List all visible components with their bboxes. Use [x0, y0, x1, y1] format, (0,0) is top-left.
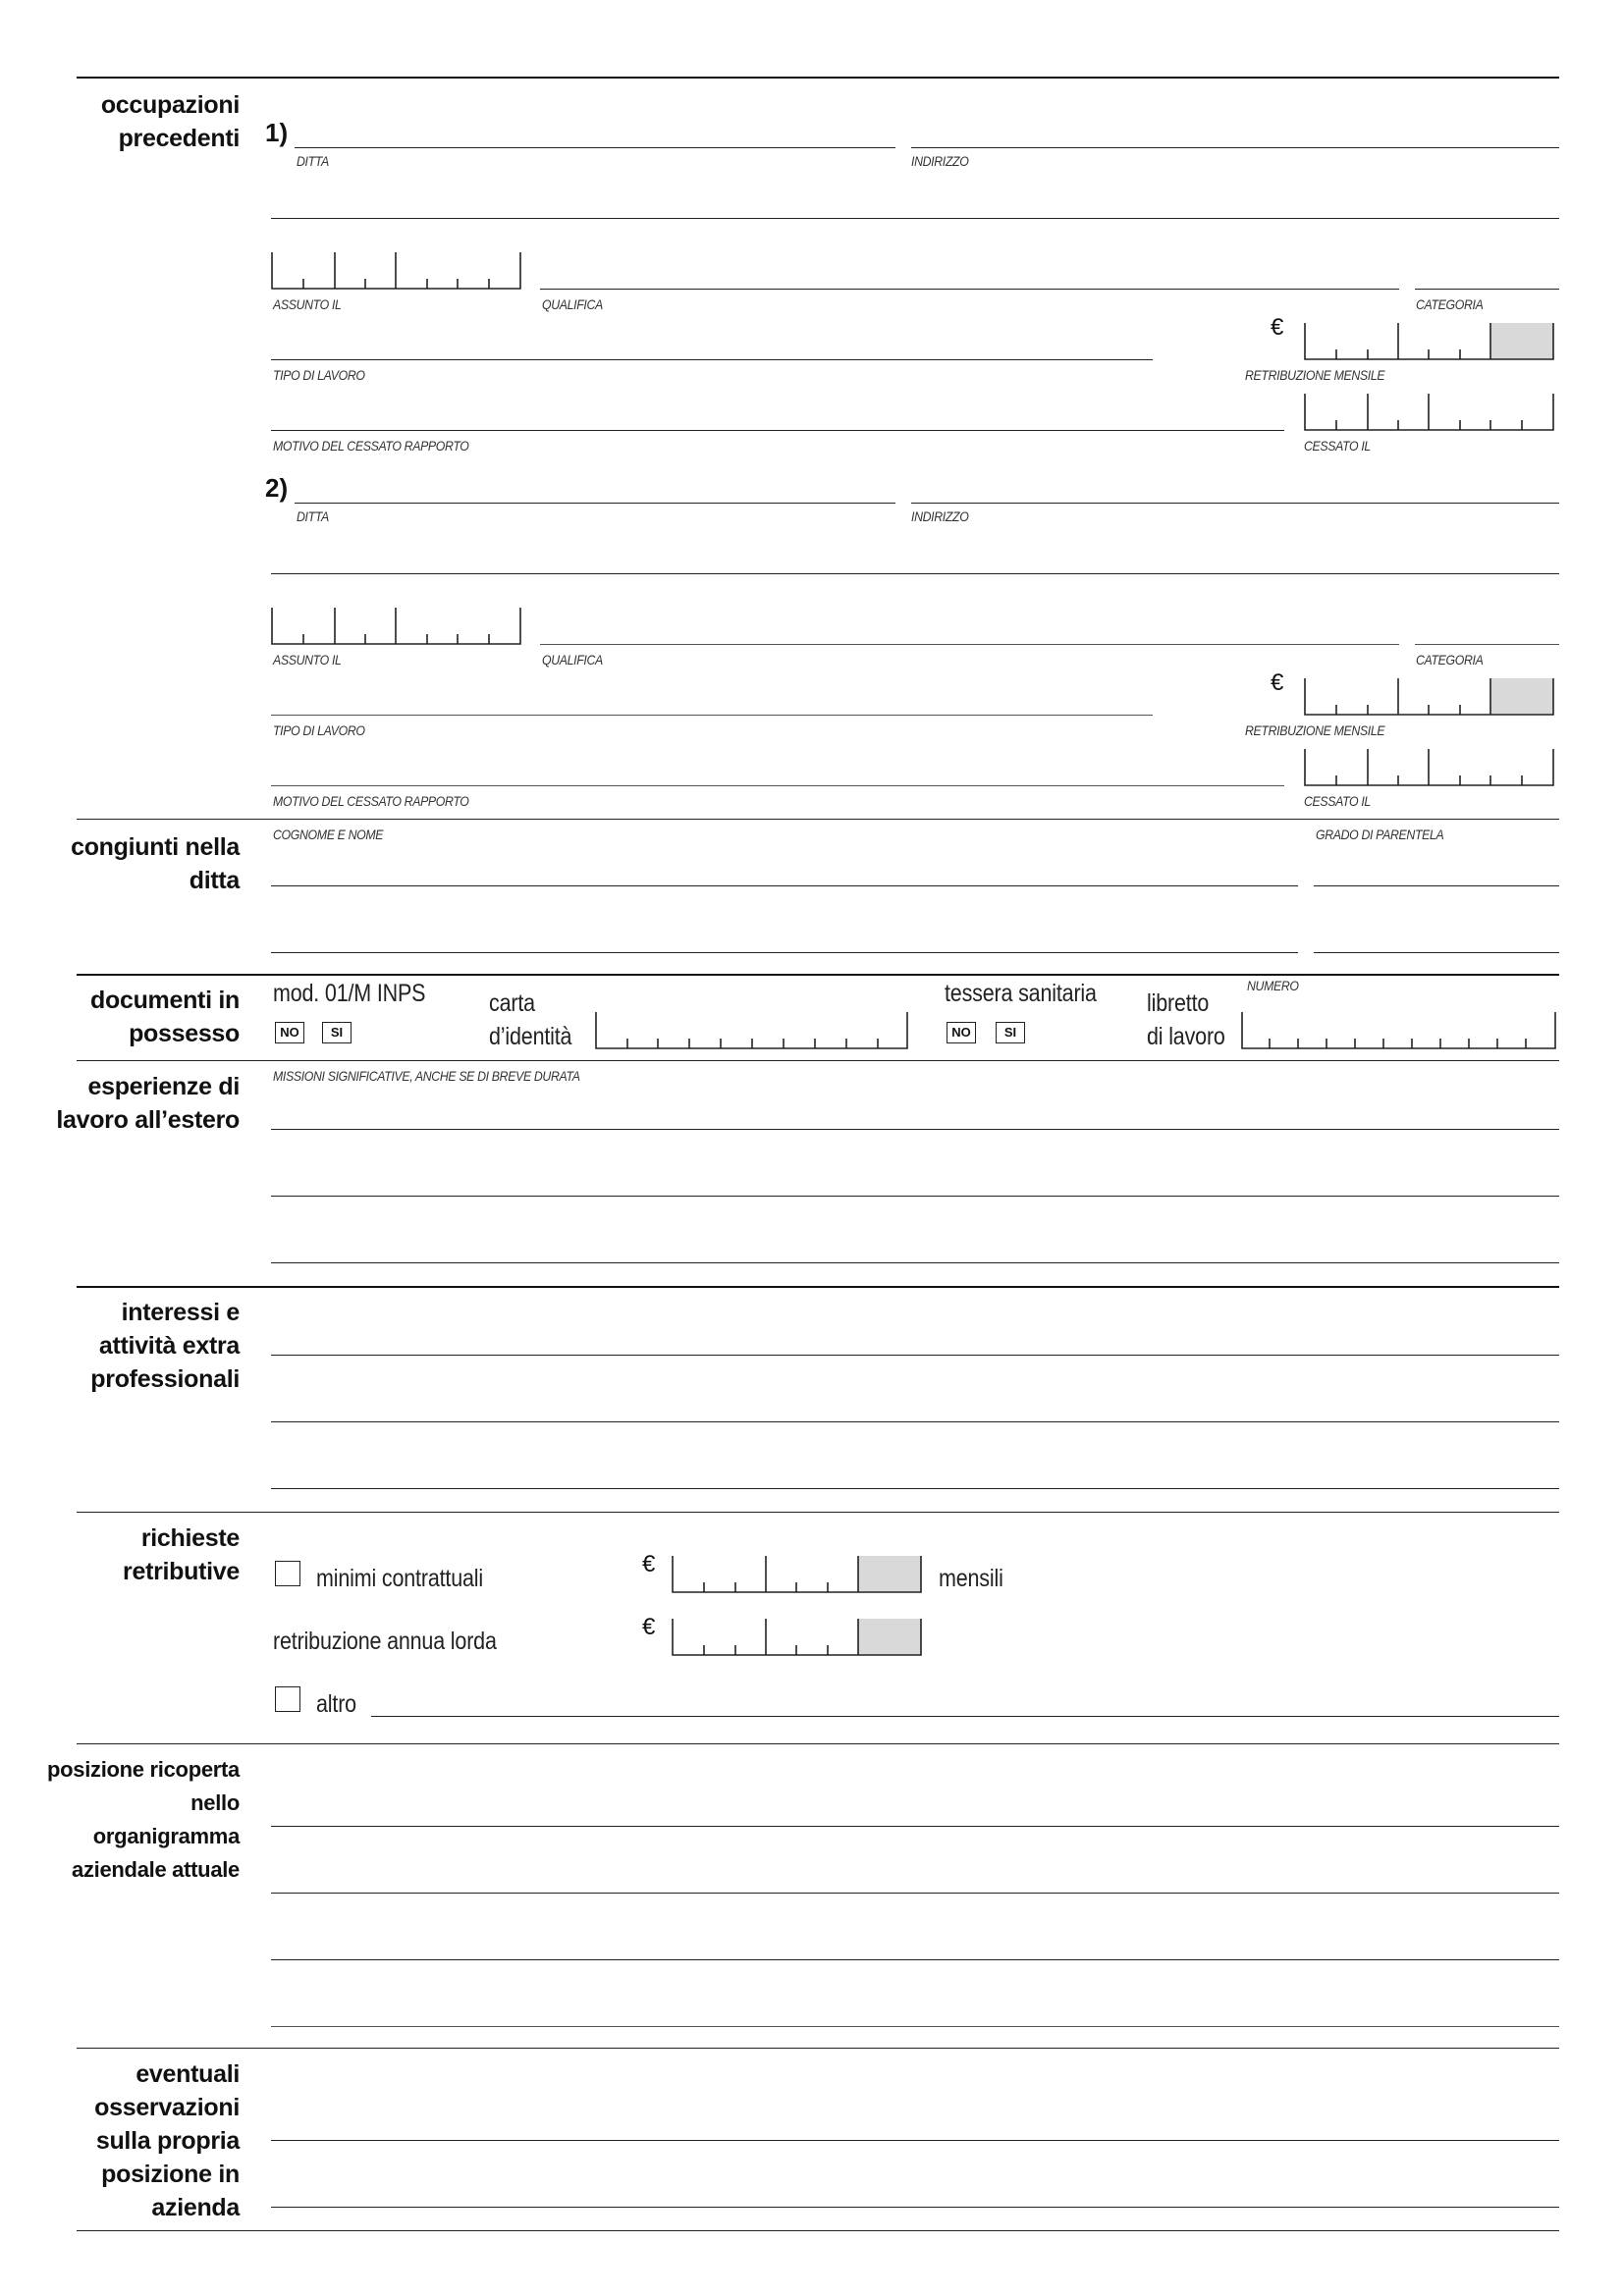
divider-osservazioni [77, 2048, 1559, 2049]
cognome-field-2[interactable] [271, 952, 1298, 953]
minimi-amount-box[interactable] [672, 1555, 925, 1596]
mod-no-checkbox[interactable]: NO [275, 1022, 304, 1043]
doc-libretto-label-2: di lavoro [1147, 1023, 1225, 1050]
altro-field[interactable] [371, 1716, 1559, 1717]
motivo-field-2[interactable] [271, 785, 1284, 786]
posizione-line-1[interactable] [271, 1826, 1559, 1827]
annua-label: retribuzione annua lorda [273, 1628, 497, 1655]
divider-documenti [77, 974, 1559, 976]
tipo-lavoro-field-2[interactable] [271, 715, 1153, 716]
caption-indirizzo-1: INDIRIZZO [911, 153, 969, 169]
section-label-congiunti: congiunti nella ditta [71, 833, 240, 894]
job-number-1: 1) [265, 118, 289, 147]
caption-tipo-2: TIPO DI LAVORO [273, 722, 365, 738]
section-label-occupazioni: occupazioni precedenti [100, 91, 240, 152]
motivo-field-1[interactable] [271, 430, 1284, 431]
esperienze-line-2[interactable] [271, 1196, 1559, 1197]
categoria-field-1[interactable] [1415, 289, 1559, 290]
caption-retribuzione-2: RETRIBUZIONE MENSILE [1245, 722, 1385, 738]
caption-indirizzo-2: INDIRIZZO [911, 508, 969, 524]
indirizzo-field-2[interactable] [911, 503, 1559, 504]
cognome-field-1[interactable] [271, 885, 1298, 886]
grado-field-1[interactable] [1314, 885, 1559, 886]
doc-tessera-label: tessera sanitaria [945, 980, 1097, 1007]
caption-categoria-2: CATEGORIA [1416, 652, 1484, 667]
caption-categoria-1: CATEGORIA [1416, 296, 1484, 312]
section-label-posizione: posizione ricoperta nello organigramma aziendale attuale [46, 1757, 240, 1882]
osservazioni-line-1[interactable] [271, 2140, 1559, 2141]
caption-missioni: MISSIONI SIGNIFICATIVE, ANCHE SE DI BREVE DURATA [273, 1068, 580, 1084]
indirizzo-field-2b[interactable] [271, 573, 1559, 574]
caption-motivo-1: MOTIVO DEL CESSATO RAPPORTO [273, 438, 469, 454]
divider-interessi [77, 1286, 1559, 1288]
assunto-date-box-2[interactable] [271, 607, 524, 648]
caption-ditta-1: DITTA [297, 153, 329, 169]
caption-qualifica-1: QUALIFICA [542, 296, 603, 312]
caption-retribuzione-1: RETRIBUZIONE MENSILE [1245, 367, 1385, 383]
section-label-interessi: interessi e attività extra professionali [90, 1299, 240, 1393]
ditta-field-2[interactable] [295, 503, 895, 504]
minimi-label: minimi contrattuali [316, 1565, 483, 1592]
indirizzo-field-1[interactable] [911, 147, 1559, 148]
retribuzione-box-2[interactable] [1304, 677, 1557, 719]
cessato-date-box-2[interactable] [1304, 748, 1557, 789]
retribuzione-box-1[interactable] [1304, 322, 1557, 363]
osservazioni-line-2[interactable] [271, 2207, 1559, 2208]
euro-symbol-1: € [1271, 314, 1284, 341]
doc-carta-label-1: carta [489, 989, 535, 1017]
interessi-line-1[interactable] [271, 1355, 1559, 1356]
cessato-date-box-1[interactable] [1304, 393, 1557, 434]
caption-motivo-2: MOTIVO DEL CESSATO RAPPORTO [273, 793, 469, 809]
divider-posizione [77, 1743, 1559, 1744]
tessera-si-checkbox[interactable]: SI [996, 1022, 1025, 1043]
doc-carta-label-2: d’identità [489, 1023, 572, 1050]
mensili-label: mensili [939, 1565, 1003, 1592]
euro-symbol-2: € [1271, 669, 1284, 696]
tipo-lavoro-field-1[interactable] [271, 359, 1153, 360]
caption-grado: GRADO DI PARENTELA [1316, 827, 1444, 842]
divider-richieste [77, 1512, 1559, 1513]
minimi-checkbox[interactable] [275, 1561, 300, 1586]
caption-assunto-2: ASSUNTO IL [273, 652, 342, 667]
esperienze-line-1[interactable] [271, 1129, 1559, 1130]
interessi-line-2[interactable] [271, 1421, 1559, 1422]
altro-label: altro [316, 1690, 356, 1718]
altro-checkbox[interactable] [275, 1686, 300, 1712]
interessi-line-3[interactable] [271, 1488, 1559, 1489]
section-label-richieste: richieste retributive [123, 1524, 240, 1585]
caption-numero: NUMERO [1247, 978, 1299, 993]
caption-assunto-1: ASSUNTO IL [273, 296, 342, 312]
qualifica-field-1[interactable] [540, 289, 1399, 290]
divider-congiunti [77, 819, 1559, 820]
categoria-field-2[interactable] [1415, 644, 1559, 645]
job-number-2: 2) [265, 473, 289, 503]
caption-qualifica-2: QUALIFICA [542, 652, 603, 667]
divider-bottom [77, 2230, 1559, 2231]
section-label-esperienze: esperienze di lavoro all’estero [56, 1073, 240, 1134]
indirizzo-field-1b[interactable] [271, 218, 1559, 219]
divider-esperienze [77, 1060, 1559, 1061]
annua-amount-box[interactable] [672, 1618, 925, 1659]
doc-mod-label: mod. 01/M INPS [273, 980, 426, 1007]
divider-top [77, 77, 1559, 79]
carta-identita-box[interactable] [595, 1011, 909, 1052]
posizione-line-2[interactable] [271, 1893, 1559, 1894]
mod-si-checkbox[interactable]: SI [322, 1022, 352, 1043]
posizione-line-4[interactable] [271, 2026, 1559, 2027]
caption-cessato-1: CESSATO IL [1304, 438, 1371, 454]
section-label-osservazioni: eventuali osservazioni sulla propria posizione in azienda [94, 2060, 240, 2221]
esperienze-line-3[interactable] [271, 1262, 1559, 1263]
caption-cessato-2: CESSATO IL [1304, 793, 1371, 809]
grado-field-2[interactable] [1314, 952, 1559, 953]
qualifica-field-2[interactable] [540, 644, 1399, 645]
libretto-numero-box[interactable] [1241, 1011, 1559, 1052]
caption-ditta-2: DITTA [297, 508, 329, 524]
caption-cognome: COGNOME E NOME [273, 827, 384, 842]
assunto-date-box-1[interactable] [271, 251, 524, 293]
section-label-documenti: documenti in possesso [90, 987, 240, 1047]
doc-libretto-label-1: libretto [1147, 989, 1210, 1017]
posizione-line-3[interactable] [271, 1959, 1559, 1960]
tessera-no-checkbox[interactable]: NO [947, 1022, 976, 1043]
euro-symbol-minimi: € [642, 1551, 656, 1577]
euro-symbol-annua: € [642, 1614, 656, 1640]
caption-tipo-1: TIPO DI LAVORO [273, 367, 365, 383]
ditta-field-1[interactable] [295, 147, 895, 148]
